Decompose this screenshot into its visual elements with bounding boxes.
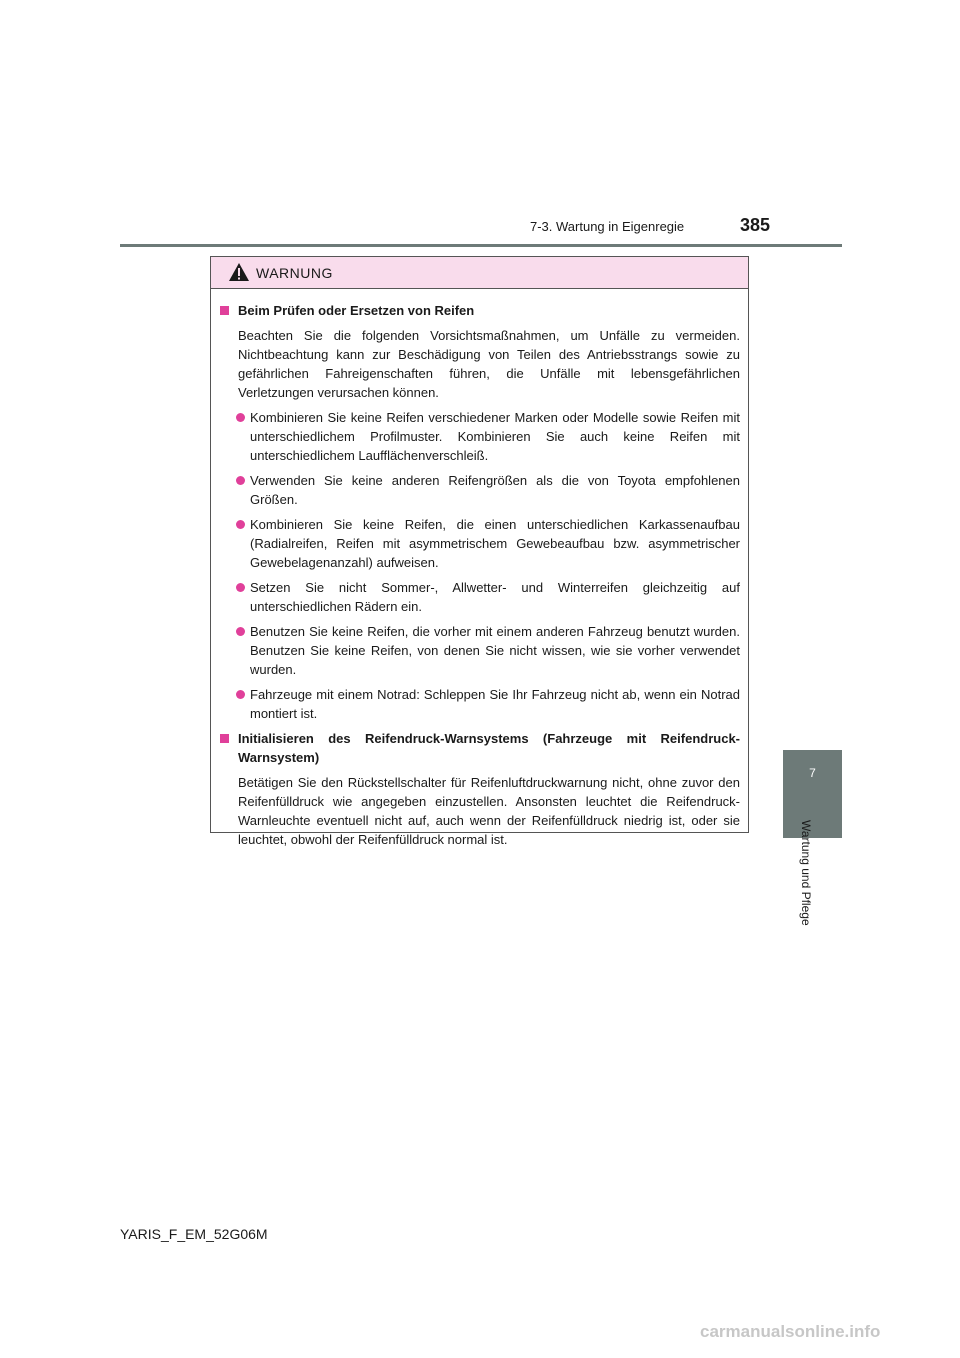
warning-body (211, 289, 748, 849)
round-bullet-icon (236, 413, 245, 422)
list-item (219, 622, 740, 679)
list-item-text: Setzen Sie nicht Sommer-, Allwetter- und Winterreifen gleichzeitig auf unterschiedlichen Rädern ein. (250, 580, 740, 614)
list-item-text: Fahrzeuge mit einem Notrad: Schleppen Sie Ihr Fahrzeug nicht ab, wenn ein Notrad montiert ist. (250, 687, 740, 721)
warning-triangle-icon (228, 262, 250, 287)
model-code: YARIS_F_EM_52G06M (120, 1226, 268, 1242)
running-header-section: 7-3. Wartung in Eigenregie (530, 219, 685, 234)
list-item-text: Kombinieren Sie keine Reifen verschiedener Marken oder Modelle sowie Reifen mit unterschiedlichem Profilmuster. Kombinieren Sie auch keine Reifen mit unterschiedlichem Laufflächenverschleiß. (250, 410, 740, 463)
round-bullet-icon (236, 690, 245, 699)
list-item (219, 685, 740, 723)
warning-section (219, 301, 740, 723)
list-item (219, 471, 740, 509)
round-bullet-icon (236, 583, 245, 592)
section-heading-text: Beim Prüfen oder Ersetzen von Reifen (238, 303, 475, 318)
section-intro: Beachten Sie die folgenden Vorsichtsmaßnahmen, um Unfälle zu vermeiden. Nichtbeachtung kann zur Beschädigung von Teilen des Antriebsstrangs sowie zu gefährlichen Fahreigenschaften führen, die Unfälle mit lebensgefährlichen Verletzungen verursachen können. (238, 328, 740, 400)
list-item (219, 515, 740, 572)
warning-header (211, 257, 748, 289)
chapter-number: 7 (809, 766, 816, 780)
list-item (219, 408, 740, 465)
section-heading-text: Initialisieren des Reifendruck-Warnsystems (Fahrzeuge mit Reifendruck-Warnsystem) (238, 731, 740, 765)
warning-title: WARNUNG (256, 265, 333, 281)
round-bullet-icon (236, 627, 245, 636)
list-item-text: Verwenden Sie keine anderen Reifengrößen als die von Toyota empfohlenen Größen. (250, 473, 740, 507)
list-item-text: Kombinieren Sie keine Reifen, die einen unterschiedlichen Karkassenaufbau (Radialreifen, Reifen mit asymmetrischem Gewebeaufbau bzw. asymmetrischer Gewebelagenanzahl) aufweisen. (250, 517, 740, 570)
round-bullet-icon (236, 476, 245, 485)
square-bullet-icon (220, 734, 229, 743)
page-number: 385 (740, 215, 771, 235)
square-bullet-icon (220, 306, 229, 315)
section-intro: Betätigen Sie den Rückstellschalter für Reifenluftdruckwarnung nicht, ohne zuvor den Reifenfülldruck wie angegeben einzustellen. Ansonsten leuchtet die Reifendruck-Warnleuchte eventuell nicht auf, auch wenn der Reifenfülldruck niedrig ist, oder sie leuchtet, obwohl der Reifenfülldruck normal ist. (238, 775, 740, 847)
watermark: carmanualsonline.info (700, 1322, 881, 1341)
warning-section (219, 729, 740, 849)
bullet-list (219, 408, 740, 723)
section-heading (219, 729, 740, 767)
warning-box (210, 256, 749, 847)
list-item (219, 578, 740, 616)
list-item-text: Benutzen Sie keine Reifen, die vorher mit einem anderen Fahrzeug benutzt wurden. Benutzen Sie keine Reifen, von denen Sie nicht wissen, wie sie vorher verwendet wurden. (250, 624, 740, 677)
section-heading (219, 301, 740, 320)
header-divider (120, 244, 842, 247)
chapter-title: Wartung und Pflege (799, 820, 813, 926)
round-bullet-icon (236, 520, 245, 529)
